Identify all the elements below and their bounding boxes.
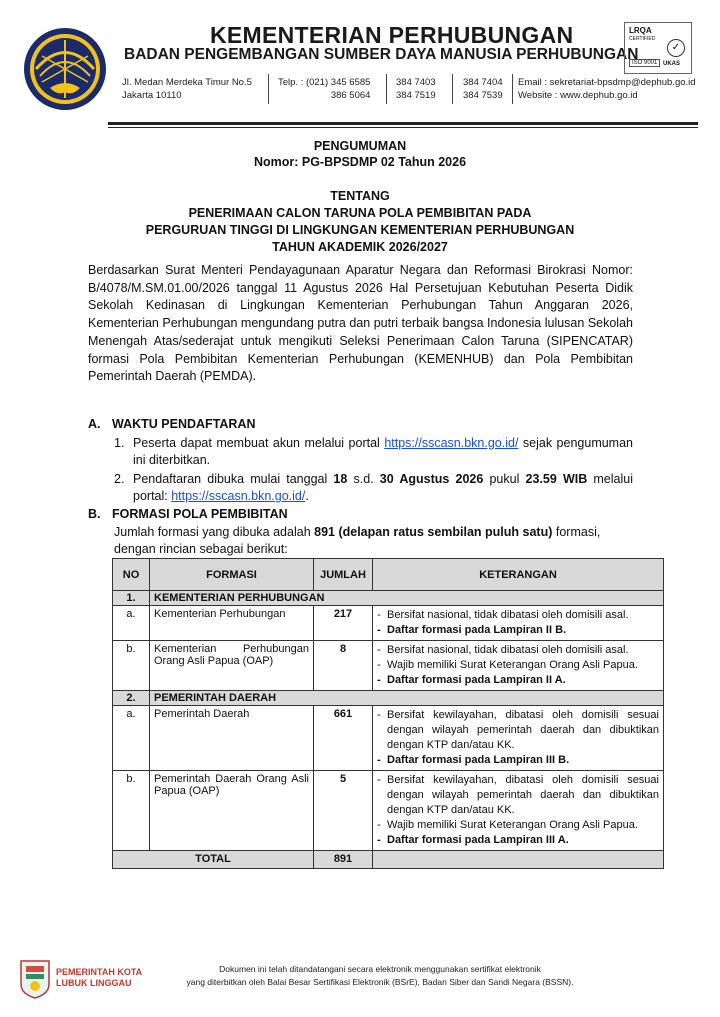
table-row [113, 771, 664, 851]
summary-total: 891 (delapan ratus sembilan puluh satu) [314, 525, 553, 539]
lrqa-certificate-badge [624, 22, 692, 74]
letterhead-rule-thin [108, 127, 698, 128]
address-line-2: Jakarta 10110 [122, 90, 182, 101]
phone-block-c [463, 76, 503, 102]
item2-text-end: . [305, 489, 309, 504]
row-keterangan [373, 706, 664, 771]
cert-brand: LRQA [629, 26, 652, 35]
check-icon: ✓ [667, 39, 685, 57]
table-row [113, 706, 664, 771]
section-a-title: WAKTU PENDAFTARAN [112, 417, 256, 431]
website-text: Website : www.dephub.go.id [518, 90, 638, 101]
col-header-formasi: FORMASI [150, 559, 314, 591]
item2-time: 23.59 WIB [525, 472, 588, 486]
phone-label: Telp. : (021) 345 6585 [278, 77, 371, 88]
row-keterangan [373, 771, 664, 851]
item2-text: Pendaftaran dibuka mulai tanggal [133, 472, 334, 486]
item2-start-date: 18 [333, 472, 348, 486]
intro-paragraph: Berdasarkan Surat Menteri Pendayagunaan Aparatur Negara dan Reformasi Birokrasi Nomor: B/4078/M.SM.01.00/2026 tanggal 11 Agustus 2026 Hal Persetujuan Kebutuhan Peserta Didik Sekolah Kedinasan di Lingkungan Kementerian Perhubungan Tahun Anggaran 2026, Kementerian Perhubungan mengundang putra dan putri terbaik bangsa Indonesia lulusan Sekolah Menengah Atas/sederajat untuk mengikuti Seleksi Penerimaan Calon Taruna (SIPENCATAR) formasi Pola Pembibitan Kementerian Perhubungan (KEMENHUB) dan Pola Pembibitan Pemerintah Daerah (PEMDA). [88, 263, 633, 384]
col-header-no: NO [113, 559, 150, 591]
contact-divider [268, 74, 269, 104]
section-b-letter: B. [88, 507, 101, 521]
email-text: Email : sekretariat-bpsdmp@dephub.go.id [518, 77, 696, 88]
row-keterangan [373, 606, 664, 641]
email-web-block [518, 76, 696, 102]
summary-text-end: formasi, [552, 525, 601, 539]
row-no: b. [113, 771, 150, 851]
phone-c2: 384 7539 [463, 90, 503, 101]
table-row [113, 606, 664, 641]
city-org-line-1: PEMERINTAH KOTA [56, 967, 143, 977]
phone-block-a [278, 76, 370, 102]
note-item-lampiran: - Daftar formasi pada Lampiran II B. [377, 623, 659, 638]
table-group-row [113, 591, 664, 606]
note-item: - Wajib memiliki Surat Keterangan Orang Asli Papua. [377, 658, 659, 673]
total-label: TOTAL [113, 851, 314, 869]
cert-sub: CERTIFIED [629, 36, 656, 42]
note-item-lampiran: - Daftar formasi pada Lampiran III B. [377, 753, 659, 768]
col-header-jumlah: JUMLAH [314, 559, 373, 591]
row-formasi: Kementerian Perhubungan [150, 606, 314, 641]
cert-iso: ISO 9001 [629, 59, 660, 67]
contact-divider [452, 74, 453, 104]
item2-text-mid2: pukul [483, 472, 526, 486]
address-line-1: Jl. Medan Merdeka Timur No.5 [122, 77, 252, 88]
section-a-letter: A. [88, 417, 101, 431]
row-jumlah: 661 [314, 706, 373, 771]
summary-text: Jumlah formasi yang dibuka adalah [114, 525, 315, 539]
subject-line-2: PERGURUAN TINGGI DI LINGKUNGAN KEMENTERIAN PERHUBUNGAN [145, 223, 575, 237]
item2-end-date: 30 Agustus 2026 [379, 472, 484, 486]
table-group-row [113, 691, 664, 706]
address-block [122, 76, 252, 102]
phone-block-b [396, 76, 436, 102]
group-name: KEMENTERIAN PERHUBUNGAN [150, 591, 664, 606]
org-sub-title: BADAN PENGEMBANGAN SUMBER DAYA MANUSIA PERHUBUNGAN [124, 46, 639, 63]
row-keterangan [373, 641, 664, 691]
row-formasi: Pemerintah Daerah [150, 706, 314, 771]
list-number: 1. [114, 436, 125, 450]
registration-item-2 [133, 471, 633, 506]
row-jumlah: 5 [314, 771, 373, 851]
list-number: 2. [114, 472, 125, 486]
note-item: - Bersifat kewilayahan, dibatasi oleh domisili sesuai dengan wilayah pemerintah daerah dan dibuktikan dengan KTP dan/atau KK. [377, 708, 659, 753]
note-item: - Bersifat nasional, tidak dibatasi oleh domisili asal. [377, 608, 659, 623]
contact-divider [386, 74, 387, 104]
row-no: b. [113, 641, 150, 691]
formasi-table [112, 558, 664, 869]
item1-text: Peserta dapat membuat akun melalui portal [133, 436, 385, 450]
subject-line-3: TAHUN AKADEMIK 2026/2027 [272, 240, 448, 254]
note-item: - Bersifat kewilayahan, dibatasi oleh domisili sesuai dengan wilayah pemerintah daerah dan dibuktikan dengan KTP dan/atau KK. [377, 773, 659, 818]
note-item-lampiran: - Daftar formasi pada Lampiran III A. [377, 833, 659, 848]
row-jumlah: 8 [314, 641, 373, 691]
org-main-title: KEMENTERIAN PERHUBUNGAN [210, 22, 574, 48]
announcement-heading: PENGUMUMAN [313, 139, 407, 153]
note-item-lampiran: - Daftar formasi pada Lampiran II A. [377, 673, 659, 688]
item2-text-mid: s.d. [347, 472, 380, 486]
city-org-line-2: LUBUK LINGGAU [56, 978, 132, 988]
about-heading: TENTANG [330, 189, 390, 203]
note-item: - Wajib memiliki Surat Keterangan Orang Asli Papua. [377, 818, 659, 833]
registration-item-1 [133, 435, 633, 470]
row-formasi: Pemerintah Daerah Orang Asli Papua (OAP) [150, 771, 314, 851]
row-formasi: Kementerian Perhubungan Orang Asli Papua (OAP) [150, 641, 314, 691]
e-signature-notice [120, 963, 640, 989]
group-no: 2. [113, 691, 150, 706]
formasi-summary-line [114, 524, 634, 541]
notice-line-1: Dokumen ini telah ditandatangani secara elektronik menggunakan sertifikat elektronik [219, 964, 541, 974]
table-row [113, 641, 664, 691]
city-emblem-icon [18, 958, 52, 1000]
announcement-number: Nomor: PG-BPSDMP 02 Tahun 2026 [253, 155, 467, 169]
group-no: 1. [113, 591, 150, 606]
section-b-title: FORMASI POLA PEMBIBITAN [112, 507, 288, 521]
table-total-row [113, 851, 664, 869]
phone-b2: 384 7519 [396, 90, 436, 101]
sscasn-portal-link-2[interactable]: https://sscasn.bkn.go.id/ [171, 489, 306, 504]
cert-ukas: UKAS [663, 61, 681, 67]
sscasn-portal-link[interactable]: https://sscasn.bkn.go.id/ [384, 436, 519, 450]
phone-b1: 384 7403 [396, 77, 436, 88]
item2-text-post: melalui portal: [133, 472, 633, 504]
row-no: a. [113, 706, 150, 771]
formasi-summary-line-2: dengan rincian sebagai berikut: [114, 542, 288, 556]
contact-divider [512, 74, 513, 104]
group-name: PEMERINTAH DAERAH [150, 691, 664, 706]
letterhead-rule [108, 122, 698, 125]
phone-c1: 384 7404 [463, 77, 503, 88]
note-item: - Bersifat nasional, tidak dibatasi oleh domisili asal. [377, 643, 659, 658]
row-no: a. [113, 606, 150, 641]
item1-text-end: sejak pengumuman ini diterbitkan. [133, 436, 633, 468]
total-empty-cell [373, 851, 664, 869]
col-header-keterangan: KETERANGAN [373, 559, 664, 591]
phone-a2: 386 5064 [330, 90, 371, 101]
subject-line-1: PENERIMAAN CALON TARUNA POLA PEMBIBITAN PADA [188, 206, 532, 220]
ministry-emblem-icon [22, 26, 108, 112]
table-header-row [113, 559, 664, 591]
total-value: 891 [314, 851, 373, 869]
row-jumlah: 217 [314, 606, 373, 641]
notice-line-2: yang diterbitkan oleh Balai Besar Sertifikasi Elektronik (BSrE), Badan Siber dan Sandi Negara (BSSN). [186, 977, 574, 987]
